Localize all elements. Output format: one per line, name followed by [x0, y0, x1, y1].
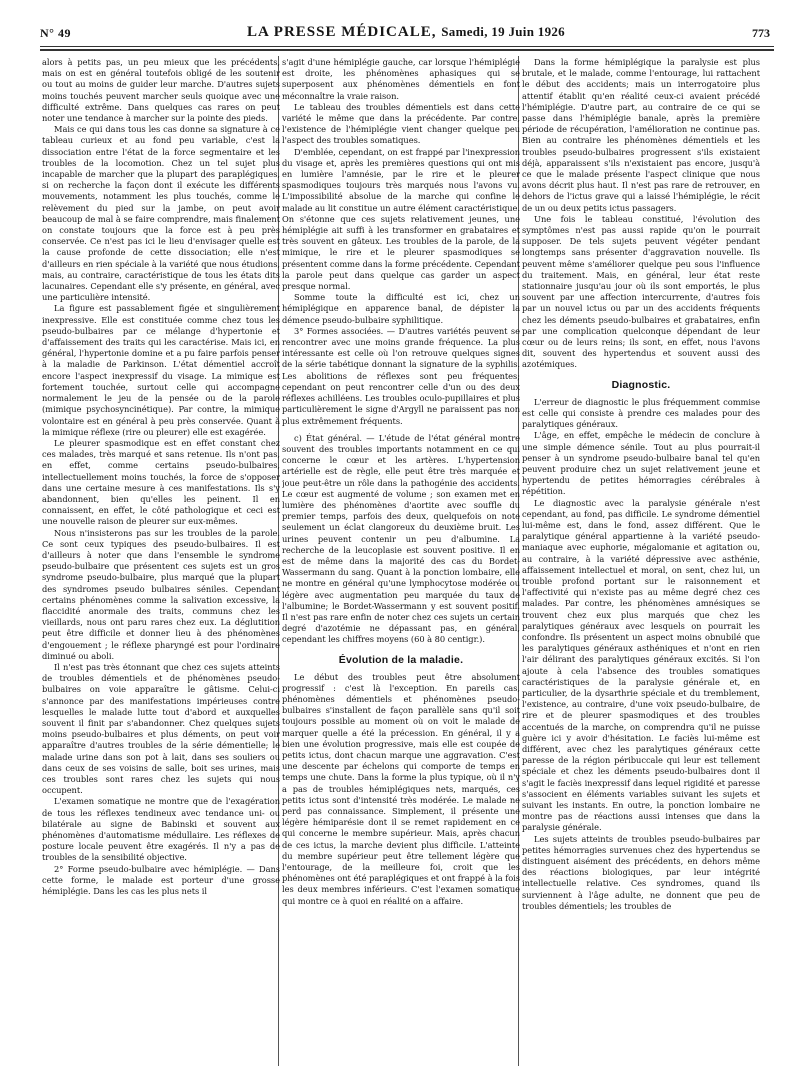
- paragraph: Nous n'insisterons pas sur les troubles de la parole. Ce sont ceux typiques des pseudo-bulbaires. Il est d'ailleurs à noter que dans l'ensemble le syndrome pseudo-bulbaire que présentent ces sujets est un gros syndrome pseudo-bulbaire, plus marqué que la plupart des syndromes pseudo bulbaires séniles. Cependant certains phénomènes comme la salivation excessive, la flaccidité anormale des traits, communs chez les vieillards, nous ont paru rares chez eux. La déglutition peut être difficile et donner lieu à des phénomènes d'engouement ; le réflexe pharyngé est pour l'ordinaire diminué ou aboli.: [42, 527, 280, 661]
- paragraph: L'examen somatique ne montre que de l'exagération de tous les réflexes tendineux avec tendance uni- ou bilatérale au signe de Babinski et souvent aux phénomènes d'automatisme médullaire. Les réflexes de posture locale peuvent être exagérés. Il n'y a pas de troubles de la sensibilité objective.: [42, 796, 280, 863]
- issue-date: Samedi, 19 Juin 1926: [441, 24, 565, 39]
- paragraph: Les sujets atteints de troubles pseudo-bulbaires par petites hémorragies survenues chez des hypertendus se distinguent aisément des précédents, en dehors même des réactions biologiques, par leur intégrité intellectuelle relative. Ces syndromes, quand ils surviennent à l'âge adulte, ne donnent que peu de troubles démentiels; les troubles de: [522, 833, 760, 911]
- running-title: [36, 24, 776, 41]
- paragraph: 2° Forme pseudo-bulbaire avec hémiplégie. — Dans cette forme, le malade est porteur d'une grosse hémiplégie. Dans les cas les plus nets il: [42, 863, 280, 897]
- header-rule: [40, 46, 774, 47]
- section-heading-evolution: Évolution de la maladie.: [338, 653, 464, 666]
- paragraph: Mais ce qui dans tous les cas donne sa signature à ce tableau curieux et au fond peu variable, c'est la dissociation entre l'état de la force segmentaire et les troubles de la locomotion. Chez un tel sujet plus incapable de marcher que la plupart des paraplégiques, si on recherche la façon dont il exécute les différents mouvements, notamment les plus touchés, comme le relèvement du pied sur la jambe, on peut avoir beaucoup de mal à se faire comprendre, mais finalement on constate toujours que la force est à peu près conservée. Ce n'est pas ici le lieu d'envisager quelle est la cause profonde de cette dissociation; elle n'est d'ailleurs en rien spéciale à la variété que nous étudions, mais, au contraire, caractéristique de tous les états dits lacunaires. Cependant elle s'y présente, en général, avec une particulière intensité.: [42, 124, 280, 303]
- paragraph: s'agit d'une hémiplégie gauche, car lorsque l'hémiplégie est droite, les phénomènes aphasiques qui se superposent aux phénomènes démentiels en font méconnaître la vraie raison.: [282, 57, 520, 101]
- text-column-2: [282, 57, 520, 1067]
- issue-number: N° 49: [40, 26, 71, 40]
- paragraph: c) État général. — L'étude de l'état général montre souvent des troubles importants notamment en ce qui concerne le cœur et les artères. L'hypertension artérielle est de règle, elle peut être très marquée et joue peut-être un rôle dans la pathogénie des accidents. Le cœur est augmenté de volume ; son examen met en lumière des phénomènes d'aortite avec souffle du premier temps, parfois des deux, quelquefois on note seulement un éclat clangoreux du deuxième bruit. Les urines peuvent contenir un peu d'albumine. La recherche de la leucoplasie est souvent positive. Il en est de même dans la majorité des cas du Bordet-Wassermann du sang. Quant à la ponction lombaire, elle ne montre en général qu'une lymphocytose modérée ou légère avec augmentation peu marquée du taux de l'albumine; le Bordet-Wassermann y est souvent positif. Il n'est pas rare enfin de noter chez ces sujets un certain degré d'azotémie ne dépassant pas, en général, cependant les chiffres moyens (60 à 80 centigr.).: [282, 432, 520, 645]
- page-number: 773: [752, 26, 770, 40]
- paragraph: La figure est passablement figée et singulièrement inexpressive. Elle est constituée comme chez tous les pseudo-bulbaires par ce mélange d'hypertonie et d'affaissement des traits qui les caractérise. Mais ici, en général, l'hypertonie domine et a pu faire parfois penser à la maladie de Parkinson. L'état démentiel accroît encore l'aspect inexpressif du visage. La mimique est fortement touchée, surtout celle qui accompagne normalement le jeu de la pensée ou de la parole (mimique psychosyncinétique). Par contre, la mimique volontaire est en général à peu près conservée. Quant à la mimique réflexe (rire ou pleurer) elle est exagérée.: [42, 303, 280, 437]
- paragraph: Somme toute la difficulté est ici, chez un hémiplégique en apparence banal, de dépister la démence pseudo-bulbaire syphilitique.: [282, 292, 520, 325]
- paragraph: Le début des troubles peut être absolument progressif : c'est là l'exception. En pareils cas, phénomènes démentiels et phénomènes pseudo-bulbaires s'installent de façon parallèle sans qu'il soit toujours possible au moment où on voit le malade de marquer quelle a été la précession. En général, il y a bien une évolution progressive, mais elle est coupée de petits ictus, dont chacun marque une aggravation. C'est une descente par échelons qui comporte de temps en temps une chute. Dans la forme la plus typique, où il n'y a pas de troubles hémiplégiques nets, marqués, ces petits ictus sont d'intensité très modérée. Le malade ne perd pas connaissance. Simplement, il présente une légère hémiparésie dont il se remet rapidement en ce qui concerne le membre supérieur. Mais, après chacun de ces ictus, la marche devient plus difficile. L'atteinte du membre supérieur peut être tellement légère que l'entourage, de la meilleure foi, croit que les phénomènes ont été paraplégiques et ont frappé à la fois les deux membres inférieurs. C'est l'examen somatique qui montre ce à quoi en réalité on a affaire.: [282, 671, 520, 906]
- page-header: [36, 26, 776, 44]
- paragraph: 3° Formes associées. — D'autres variétés peuvent se rencontrer avec une moins grande fréquence. La plus intéressante est celle où l'on retrouve quelques signes de la série tabétique donnant la signature de la syphilis. Les abolitions de réflexes sont peu fréquentes; cependant on peut rencontrer celle d'un ou des deux réflexes achilléens. Les troubles oculo-pupillaires et plus particulièrement le signe d'Argyll ne paraissent pas non plus extrêmement fréquents.: [282, 325, 520, 426]
- paragraph: Le tableau des troubles démentiels est dans cette variété le même que dans la précédente. Par contre, l'existence de l'hémiplégie vient changer quelque peu l'aspect des troubles somatiques.: [282, 101, 520, 146]
- paragraph: alors à petits pas, un peu mieux que les précédents, mais on est en général toutefois obligé de les soutenir ou tout au moins de guider leur marche. D'autres sujets moins touchés peuvent marcher seuls quoique avec une difficulté extrême. Dans quelques cas rares on peut noter une tendance à marcher sur la pointe des pieds.: [42, 57, 280, 124]
- text-column-3: [522, 57, 760, 1067]
- paragraph: L'erreur de diagnostic le plus fréquemment commise est celle qui consiste à prendre ces malades pour des paralytiques généraux.: [522, 396, 760, 430]
- paragraph: Il n'est pas très étonnant que chez ces sujets atteints de troubles démentiels et de phénomènes pseudo-bulbaires on voie apparaître le gâtisme. Celui-ci s'annonce par des manifestations impérieuses contre lesquelles le malade lutte tout d'abord et auxquelles souvent il finit par s'abandonner. Chez quelques sujets moins pseudo-bulbaires et plus déments, on peut voir apparaître d'autres troubles de la série démentielle; le malade urine dans son pot à lait, dans ses souliers ou dans ceux de ses voisins de salle, boit ses urines, mais ces troubles sont rares chez les sujets qui nous occupent.: [42, 661, 280, 796]
- paragraph: Le diagnostic avec la paralysie générale n'est cependant, au fond, pas difficile. Le syndrome démentiel lui-même est, dans le fond, assez différent. Que le paralytique général appartienne à la variété pseudo-maniaque avec euphorie, mégalomanie et agitation ou, au contraire, à la variété dépressive avec asthénie, affaissement intellectuel et moral, on sent, chez lui, un trouble profond portant sur le raisonnement et l'affectivité qui n'existe pas au même degré chez ces malades. Par contre, les phénomènes amnésiques se trouvent chez eux plus marqués que chez les paralytiques généraux avec lesquels on pourrait les confondre. Ils présentent un aspect moins obnubilé que les paralytiques généraux asthéniques et n'ont en rien l'air délirant des paralytiques généraux excités. Si l'on ajoute à cela l'absence des troubles somatiques caractéristiques de la paralysie générale et, en particulier, de la dysarthrie spéciale et du tremblement, l'existence, au contraire, d'une voix pseudo-bulbaire, de rire et de pleurer spasmodiques et des troubles accentués de la marche, on comprendra qu'il ne puisse guère ici y avoir d'hésitation. Le faciès lui-même est différent, avec chez les paralytiques généraux cette paresse de la région péribuccale qui leur est tellement spéciale et chez les déments pseudo-bulbaires dont il s'agit le faciès inexpressif dans lequel rigidité et paresse s'associent en éléments variables suivant les sujets et suivant les instants. En outre, la ponction lombaire ne montre pas de réactions aussi intenses que dans la paralysie générale.: [522, 497, 760, 833]
- header-rule-thick: [40, 49, 774, 51]
- paragraph: Dans la forme hémiplégique la paralysie est plus brutale, et le malade, comme l'entourage, lui rattachent le début des accidents; mais un interrogatoire plus attentif établit qu'en réalité ceux-ci avaient précédé l'hémiplégie. D'autre part, au contraire de ce qui se passe dans l'hémiplégie banale, après la première période de récupération, l'amélioration ne continue pas. Bien au contraire les phénomènes démentiels et les troubles pseudo-bulbaires progressent s'ils existaient déjà, apparaissent s'ils n'existaient pas encore, jusqu'à ce que le malade présente l'aspect clinique que nous avons décrit plus haut. Il n'est pas rare de retrouver, en dehors de l'ictus grave qui a laissé l'hémiplégie, le récit de un ou deux petits ictus passagers.: [522, 57, 760, 213]
- paragraph: Une fois le tableau constitué, l'évolution des symptômes n'est pas aussi rapide qu'on le pourrait supposer. De tels sujets peuvent végéter pendant longtemps sans présenter d'aggravation nouvelle. Ils peuvent même s'améliorer quelque peu sous l'influence du traitement. Mais, en général, leur état reste stationnaire jusqu'au jour où ils sont emportés, le plus souvent par une affection intercurrente, d'autres fois par un nouvel ictus ou par un des accidents fréquents chez les déments pseudo-bulbaires et grabataires, enfin par une complication quelconque dépendant de leur cœur ou de leurs reins; ils sont, en effet, nous l'avons dit, souvent des hypertendus et souvent aussi des azotémiques.: [522, 213, 760, 370]
- paragraph: D'emblée, cependant, on est frappé par l'inexpression du visage et, après les premières questions qui ont mis en lumière l'amnésie, par le rire et le pleurer spasmodiques toujours très marqués nous l'avons vu. L'impossibilité absolue de la marche qui confine le malade au lit constitue un autre élément caractéristique. On s'étonne que ces sujets relativement jeunes, une hémiplégie ait suffi à les transformer en grabataires et très souvent en gâteux. Les troubles de la parole, de la mimique, le rire et le pleurer spasmodiques se présentent comme dans la forme précédente. Cependant la parole peut dans quelque cas garder un aspect presque normal.: [282, 146, 520, 292]
- journal-title: LA PRESSE MÉDICALE,: [247, 24, 437, 40]
- text-column-1: [42, 57, 280, 1067]
- section-heading-diagnostic: Diagnostic.: [611, 378, 671, 391]
- paragraph: Le pleurer spasmodique est en effet constant chez ces malades, très marqué et sans retenue. Ils n'ont pas, en effet, comme certains pseudo-bulbaires, intellectuellement moins touchés, la force de s'opposer dans une certaine mesure à ces manifestations. Ils s'y abandonnent, bien qu'elles les peinent. Il en connaissent, en effet, le côté pathologique et ceci est une nouvelle raison de pleurer sur eux-mêmes.: [42, 437, 280, 527]
- paragraph: L'âge, en effet, empêche le médecin de conclure à une simple démence sénile. Tout au plus pourrait-il penser à un syndrome pseudo-bulbaire banal tel qu'en peuvent produire chez un sujet relativement jeune et hypertendu de petites hémorragies cérébrales à répétition.: [522, 430, 760, 497]
